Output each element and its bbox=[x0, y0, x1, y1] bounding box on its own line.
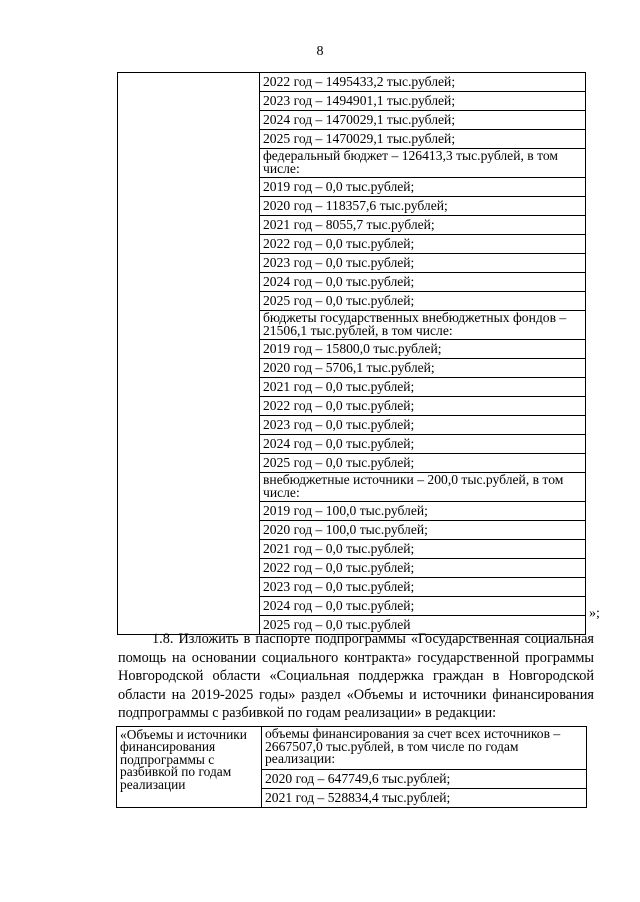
funding-row: федеральный бюджет – 126413,3 тыс.рублей, в том числе: bbox=[260, 149, 585, 178]
funding-row: 2020 год – 100,0 тыс.рублей; bbox=[260, 521, 585, 540]
funding-values-cell bbox=[262, 727, 587, 808]
funding-row: 2024 год – 0,0 тыс.рублей; bbox=[260, 435, 585, 454]
funding-row: 2021 год – 8055,7 тыс.рублей; bbox=[260, 216, 585, 235]
funding-table-values-cell bbox=[260, 73, 586, 635]
funding-row: 2023 год – 0,0 тыс.рублей; bbox=[260, 254, 585, 273]
page-number: 8 bbox=[316, 44, 324, 59]
funding-row: бюджеты государственных внебюджетных фондов – 21506,1 тыс.рублей, в том числе: bbox=[260, 311, 585, 340]
funding-row: 2022 год – 0,0 тыс.рублей; bbox=[260, 559, 585, 578]
funding-row: 2021 год – 0,0 тыс.рублей; bbox=[260, 540, 585, 559]
funding-row: 2024 год – 1470029,1 тыс.рублей; bbox=[260, 111, 585, 130]
funding-row: 2021 год – 0,0 тыс.рублей; bbox=[260, 378, 585, 397]
funding-table-new bbox=[116, 726, 587, 808]
funding-table-label-cell bbox=[118, 73, 260, 635]
funding-total-row: объемы финансирования за счет всех источников – 2667507,0 тыс.рублей, в том числе по годам реализации: bbox=[262, 727, 586, 770]
funding-row: 2025 год – 0,0 тыс.рублей; bbox=[260, 292, 585, 311]
amendment-paragraph bbox=[118, 630, 594, 723]
funding-row: 2020 год – 647749,6 тыс.рублей; bbox=[262, 770, 586, 789]
funding-row: 2023 год – 1494901,1 тыс.рублей; bbox=[260, 92, 585, 111]
funding-row: 2025 год – 0,0 тыс.рублей; bbox=[260, 454, 585, 473]
funding-row: 2021 год – 528834,4 тыс.рублей; bbox=[265, 789, 451, 805]
funding-row: 2020 год – 5706,1 тыс.рублей; bbox=[260, 359, 585, 378]
funding-section-label: «Объемы и источники финансирования подпрограммы с разбивкой по годам реализации bbox=[117, 727, 262, 808]
funding-row: 2020 год – 118357,6 тыс.рублей; bbox=[260, 197, 585, 216]
funding-row: 2022 год – 1495433,2 тыс.рублей; bbox=[260, 73, 585, 92]
funding-row: 2025 год – 0,0 тыс.рублей bbox=[263, 617, 411, 632]
amendment-paragraph-text: 1.8. Изложить в паспорте подпрограммы «Государственная социальная помощь на основании социального контракта» государственной программы Новгородской области «Социальная поддержка граждан в Новгородской области на 2019-2025 годы» раздел «Объемы и источники финансирования подпрограммы с разбивкой по годам реализации» в редакции: bbox=[118, 631, 594, 722]
funding-row: 2025 год – 1470029,1 тыс.рублей; bbox=[260, 130, 585, 149]
funding-row: 2019 год – 100,0 тыс.рублей; bbox=[260, 502, 585, 521]
funding-row: 2022 год – 0,0 тыс.рублей; bbox=[260, 397, 585, 416]
funding-row: 2024 год – 0,0 тыс.рублей; bbox=[260, 273, 585, 292]
funding-row: 2022 год – 0,0 тыс.рублей; bbox=[260, 235, 585, 254]
funding-row: 2024 год – 0,0 тыс.рублей; bbox=[260, 597, 585, 616]
closing-quote: »; bbox=[589, 606, 600, 621]
funding-row: 2023 год – 0,0 тыс.рублей; bbox=[260, 578, 585, 597]
funding-row: 2019 год – 15800,0 тыс.рублей; bbox=[260, 340, 585, 359]
funding-table-continued bbox=[117, 72, 586, 635]
funding-row: 2019 год – 0,0 тыс.рублей; bbox=[260, 178, 585, 197]
funding-row: 2023 год – 0,0 тыс.рублей; bbox=[260, 416, 585, 435]
funding-row: внебюджетные источники – 200,0 тыс.рублей, в том числе: bbox=[260, 473, 585, 502]
